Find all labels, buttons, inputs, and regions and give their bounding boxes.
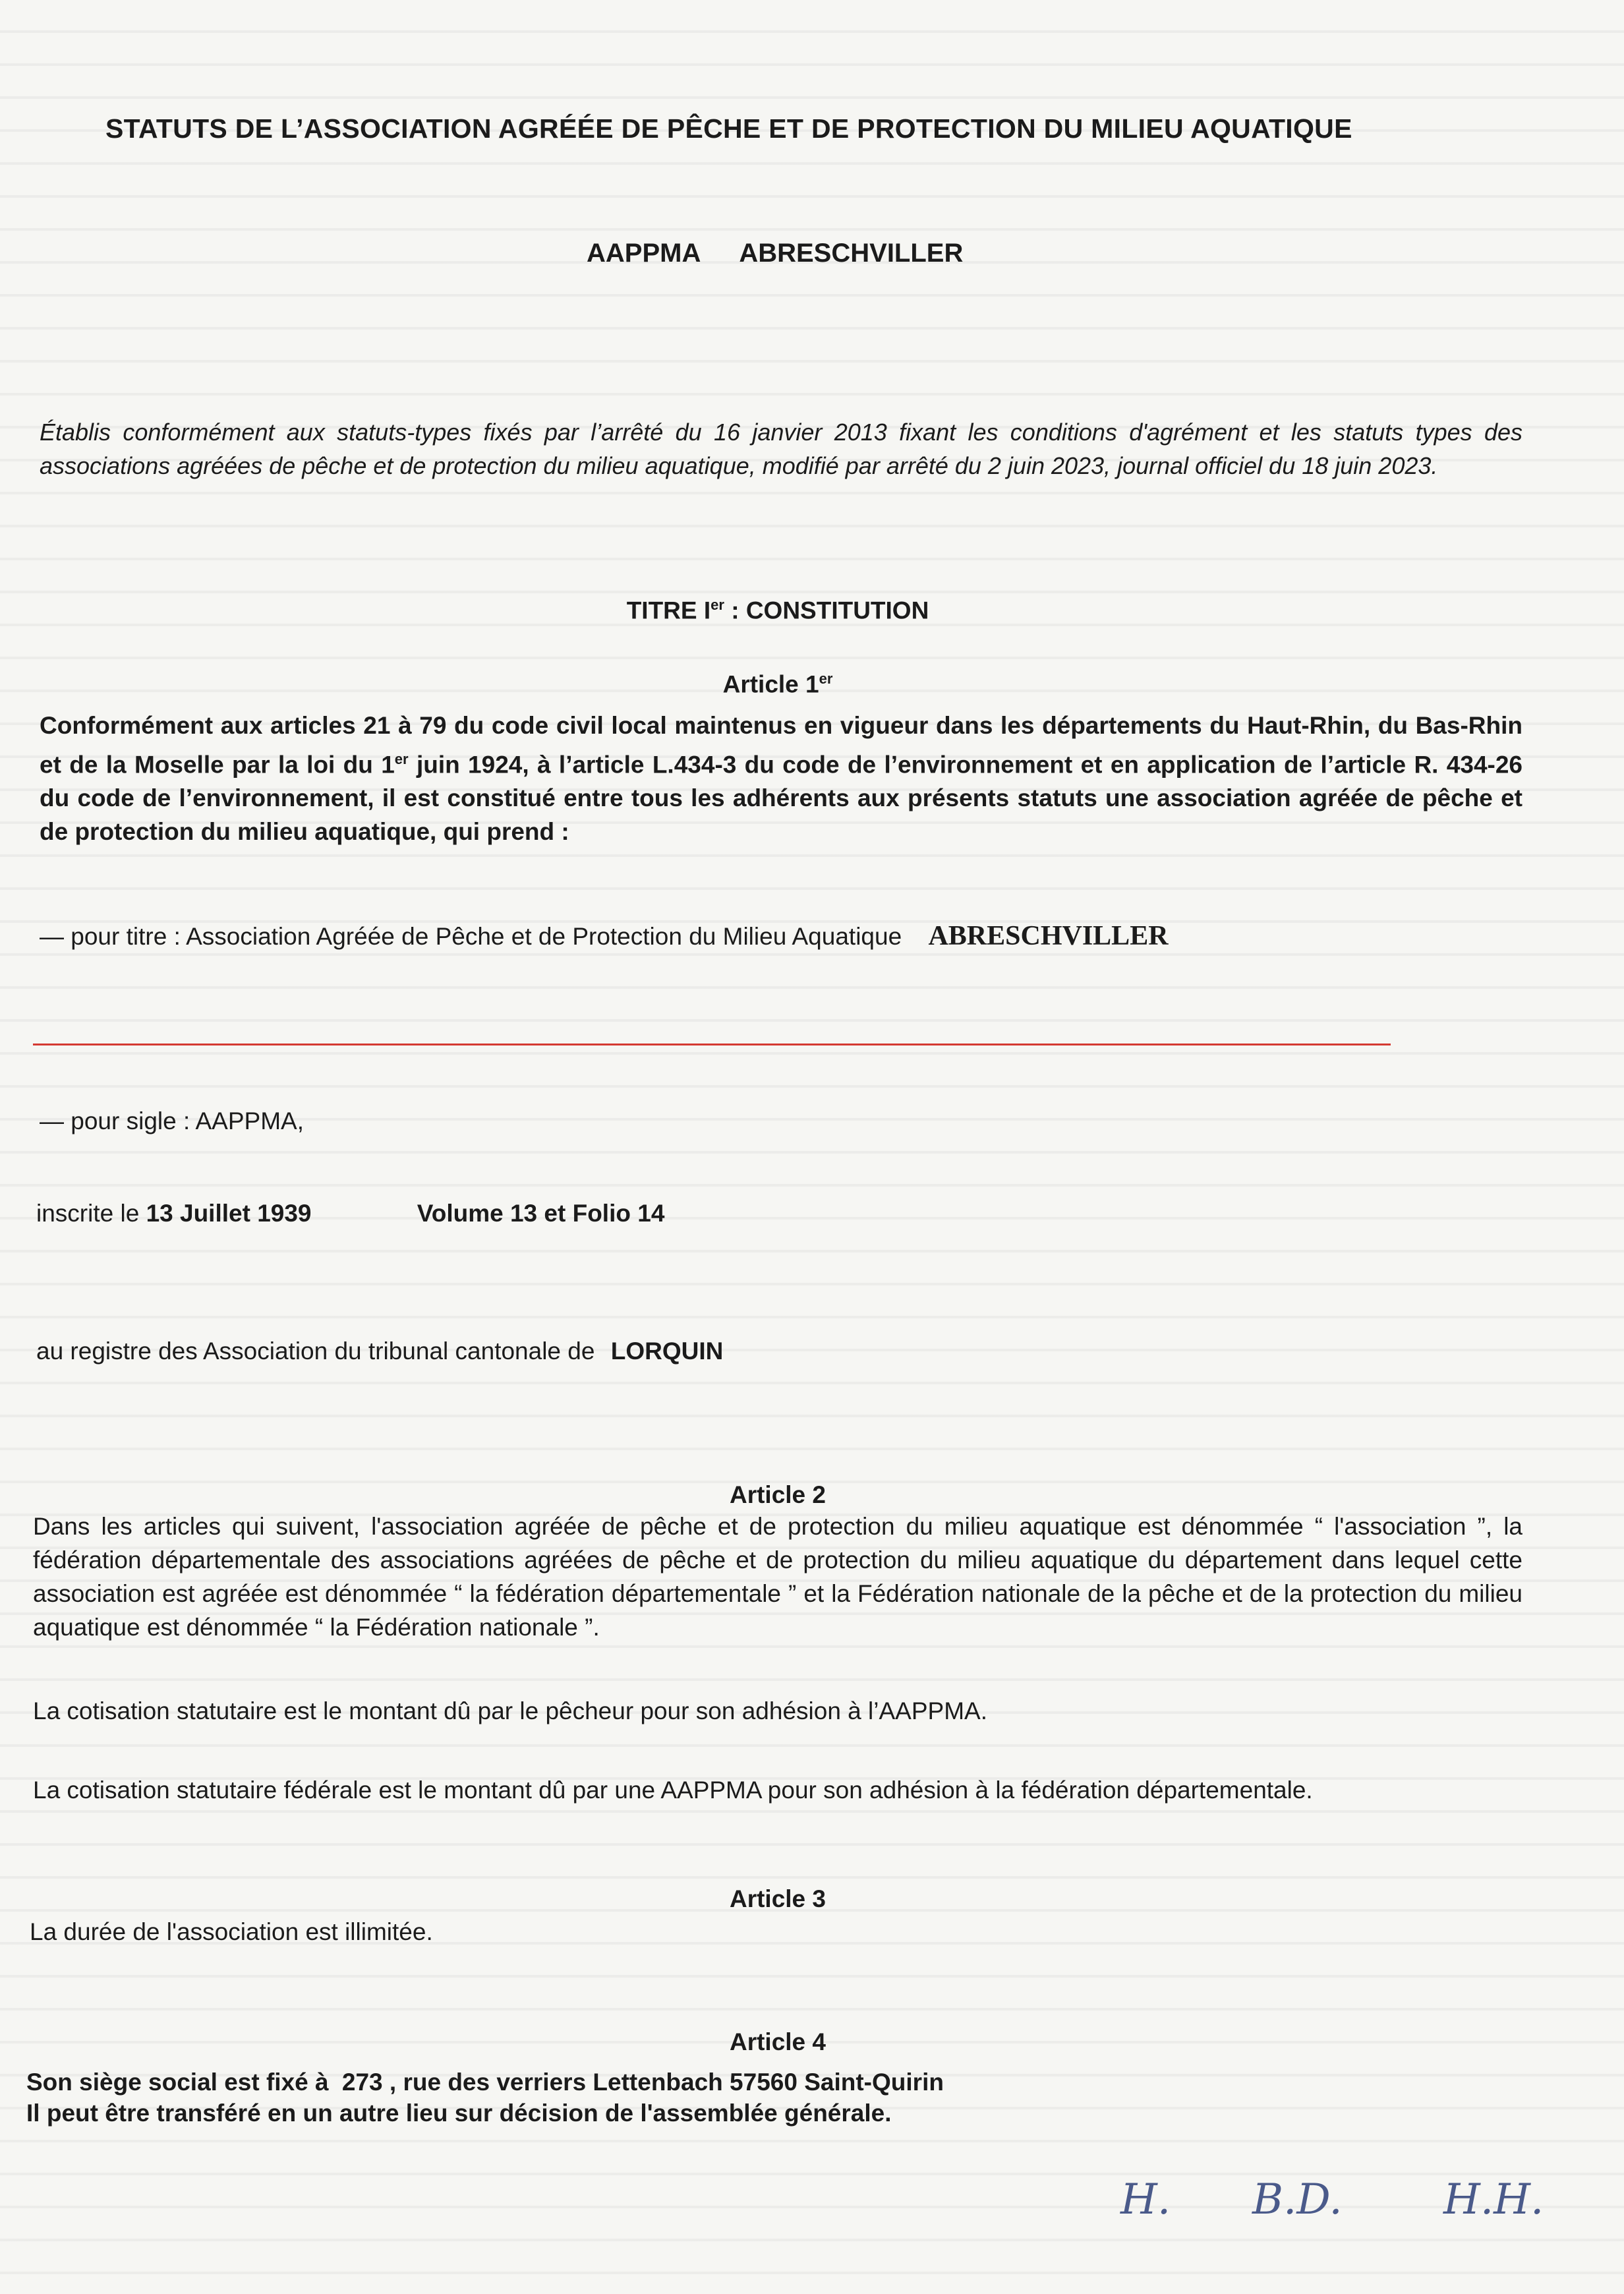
handwritten-initials-2: B.D. (1252, 2175, 1343, 2224)
siege-address: 273 , rue des verriers Lettenbach 57560 Saint-Quirin (341, 2069, 944, 2096)
registre-place: LORQUIN (610, 1338, 724, 1365)
article-2-paragraph-1: Dans les articles qui suivent, l'association agréée de pêche et de protection du milieu aquatique est dénommée “ l'association ”, la fédération départementale des associations agréées de pêche et de protection du milieu aquatique du département dans lequel cette association est agréée est dénommée “ la fédération départementale ” et la Fédération nationale de la pêche et de la protection du milieu aquatique est dénommée “ la Fédération nationale ”. (33, 1513, 1522, 1641)
article-1-registre: au registre des Association du tribunal cantonale de LORQUIN (36, 1338, 724, 1365)
article-4-siege: Son siège social est fixé à 273 , rue des verriers Lettenbach 57560 Saint-Quirin (26, 2069, 944, 2096)
intro-paragraph: Établis conformément aux statuts-types fixés par l’arrêté du 16 janvier 2013 fixant les conditions d'agrément et les statuts types des associations agréées de pêche et de protection du milieu aquatique, modifié par arrêté du 2 juin 2023, journal officiel du 18 juin 2023. (40, 419, 1522, 479)
document-title: STATUTS DE L’ASSOCIATION AGRÉÉE DE PÊCHE ET DE PROTECTION DU MILIEU AQUATIQUE (105, 113, 1352, 144)
red-strike-line (33, 1044, 1391, 1045)
article-4-heading: Article 4 (729, 2028, 826, 2055)
inscription-volume: Volume 13 (417, 1200, 538, 1227)
article-1-inscription: inscrite le 13 Juillet 1939 Volume 13 et Folio 14 (36, 1200, 665, 1227)
article-3-paragraph: La durée de l'association est illimitée. (30, 1918, 433, 1945)
subtitle-aappma: AAPPMA (587, 239, 701, 268)
article-3-heading: Article 3 (729, 1885, 826, 1912)
pour-titre-commune: ABRESCHVILLER (928, 921, 1169, 951)
subtitle-commune: ABRESCHVILLER (739, 239, 964, 268)
article-2-paragraph-3: La cotisation statutaire fédérale est le montant dû par une AAPPMA pour son adhésion à la fédération départementale. (33, 1777, 1313, 1804)
inscription-date: 13 Juillet 1939 (146, 1200, 312, 1227)
titre-1-heading: TITRE Ier : CONSTITUTION (626, 597, 929, 624)
article-2-paragraph-2: La cotisation statutaire est le montant dû par le pêcheur pour son adhésion à l’AAPPMA. (33, 1697, 987, 1724)
article-1-paragraph: Conformément aux articles 21 à 79 du code civil local maintenus en vigueur dans les départements du Haut-Rhin, du Bas-Rhin et de la Moselle par la loi du 1er juin 1924, à l’article L.434-3 du code de l’environnement et en application de l’article R. 434-26 du code de l’environnement, il est constitué entre tous les adhérents aux présents statuts une association agréée de pêche et de protection du milieu aquatique, qui prend : (40, 712, 1522, 846)
article-4-transfer: Il peut être transféré en un autre lieu sur décision de l'assemblée générale. (26, 2100, 892, 2127)
handwritten-initials-1: H. (1120, 2175, 1171, 2224)
article-1-heading: Article 1er (722, 670, 833, 698)
article-1-pour-sigle: — pour sigle : AAPPMA, (40, 1107, 304, 1134)
article-1-pour-titre: — pour titre : Association Agréée de Pêche et de Protection du Milieu Aquatique ABRESCHVILLER (40, 921, 1169, 951)
article-2-heading: Article 2 (729, 1481, 826, 1508)
handwritten-initials-3: H.H. (1443, 2175, 1544, 2224)
inscription-folio: Folio 14 (572, 1200, 665, 1227)
document-subtitle (587, 239, 1001, 268)
